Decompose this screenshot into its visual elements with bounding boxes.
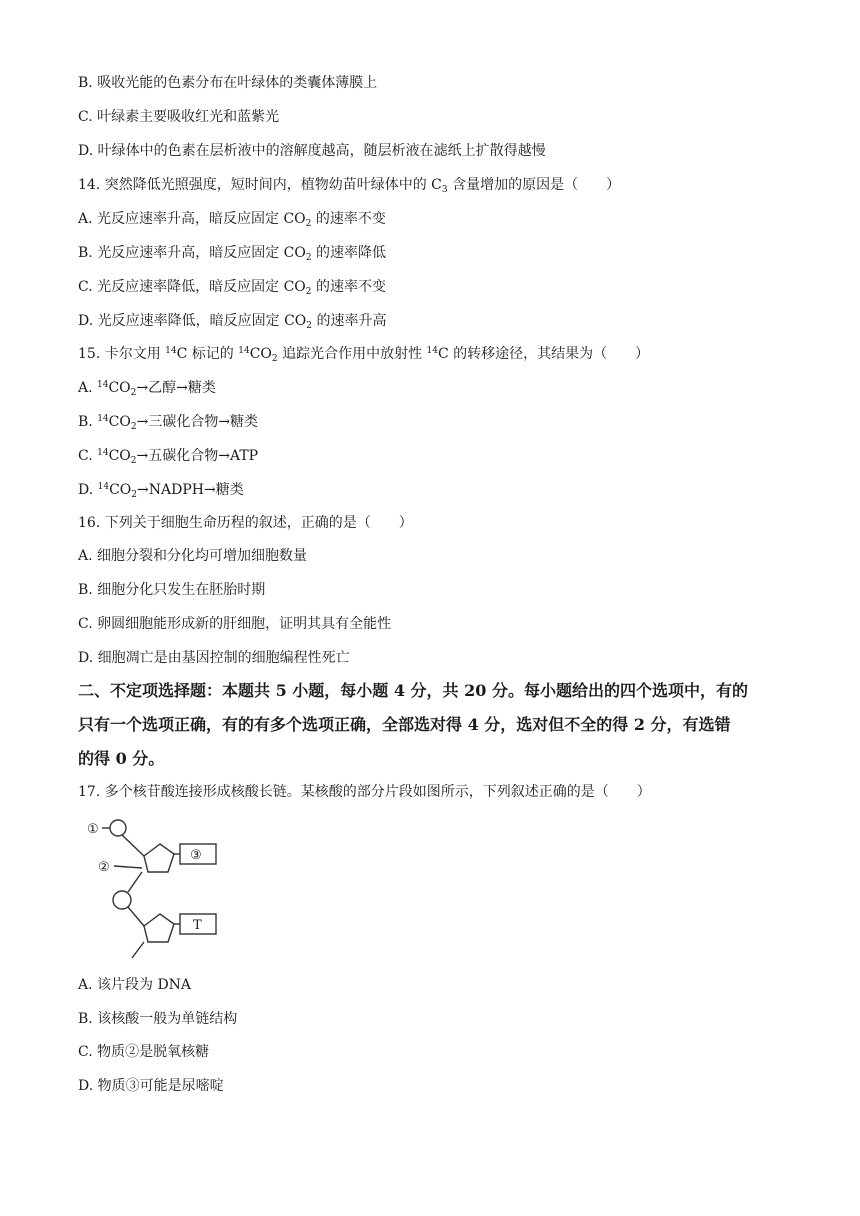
label-1: ①: [87, 822, 99, 837]
bond-line-6: [132, 942, 144, 958]
nucleic-acid-fragment-diagram: [84, 814, 244, 964]
q14-option-a: A. 光反应速率升高，暗反应固定 $CO_2$ 的速率不变: [78, 211, 386, 229]
q16-option-a: A. 细胞分裂和分化均可增加细胞数量: [78, 548, 308, 564]
q14-option-b: B. 光反应速率升高，暗反应固定 $CO_2$ 的速率降低: [78, 245, 387, 263]
phosphate-circle-1: [110, 820, 126, 836]
q17-option-a: A. 该片段为 DNA: [78, 977, 192, 993]
q17-option-b: B. 该核酸一般为单链结构: [78, 1011, 238, 1027]
label-3: ③: [190, 848, 202, 863]
base-t-label: T: [193, 918, 202, 933]
q17-option-c: C. 物质②是脱氧核糖: [78, 1044, 210, 1060]
q15-option-d: D. $^{14}CO_2\to NADPH\to$糖类: [78, 482, 244, 500]
q15-stem: 15. 卡尔文用 $^{14}$C 标记的 $^{14}CO_2$ 追踪光合作用中放射性 $^{14}$C 的转移途径，其结果为（ ）: [78, 346, 650, 364]
bond-line-4: [128, 907, 144, 926]
q13-option-c: C. 叶绿素主要吸收红光和蓝紫光: [78, 109, 280, 125]
bond-line-3: [128, 872, 142, 892]
section2-heading-line3: 的得 0 分。: [78, 749, 165, 768]
label-2: ②: [98, 860, 110, 875]
q13-option-b: B. 吸收光能的色素分布在叶绿体的类囊体薄膜上: [78, 75, 378, 91]
q13-option-d: D. 叶绿体中的色素在层析液中的溶解度越高，随层析液在滤纸上扩散得越慢: [78, 143, 546, 159]
q15-option-c: C. $^{14}CO_2\to$五碳化合物→ATP: [78, 448, 259, 466]
q15-option-b: B. $^{14}CO_2\to$三碳化合物→糖类: [78, 414, 259, 432]
sugar-pentagon-1: [144, 844, 174, 872]
phosphate-circle-2: [113, 891, 131, 909]
bond-line-1: [122, 835, 144, 856]
q15-option-a: A. $^{14}CO_2\to$乙醇→糖类: [78, 380, 216, 398]
q16-option-d: D. 细胞凋亡是由基因控制的细胞编程性死亡: [78, 650, 350, 666]
q16-stem: 16. 下列关于细胞生命历程的叙述，正确的是（ ）: [78, 515, 413, 531]
section2-heading-line2: 只有一个选项正确，有的有多个选项正确，全部选对得 4 分，选对但不全的得 2 分，有选错: [78, 715, 731, 734]
q14-stem: 14. 突然降低光照强度，短时间内，植物幼苗叶绿体中的 $C_3$ 含量增加的原因是（ ）: [78, 177, 621, 195]
section2-heading-line1: 二、不定项选择题：本题共 5 小题，每小题 4 分，共 20 分。每小题给出的四个选项中，有的: [78, 681, 748, 700]
q16-option-c: C. 卵圆细胞能形成新的肝细胞，证明其具有全能性: [78, 616, 392, 632]
sugar-pentagon-2: [144, 914, 174, 942]
q17-option-d: D. 物质③可能是尿嘧啶: [78, 1078, 224, 1094]
label-2-pointer: [114, 866, 142, 868]
q14-option-c: C. 光反应速率降低，暗反应固定 $CO_2$ 的速率不变: [78, 279, 386, 297]
q16-option-b: B. 细胞分化只发生在胚胎时期: [78, 582, 266, 598]
q17-stem: 17. 多个核苷酸连接形成核酸长链。某核酸的部分片段如图所示，下列叙述正确的是（ ）: [78, 784, 651, 800]
q14-option-d: D. 光反应速率降低，暗反应固定 $CO_2$ 的速率升高: [78, 313, 387, 331]
